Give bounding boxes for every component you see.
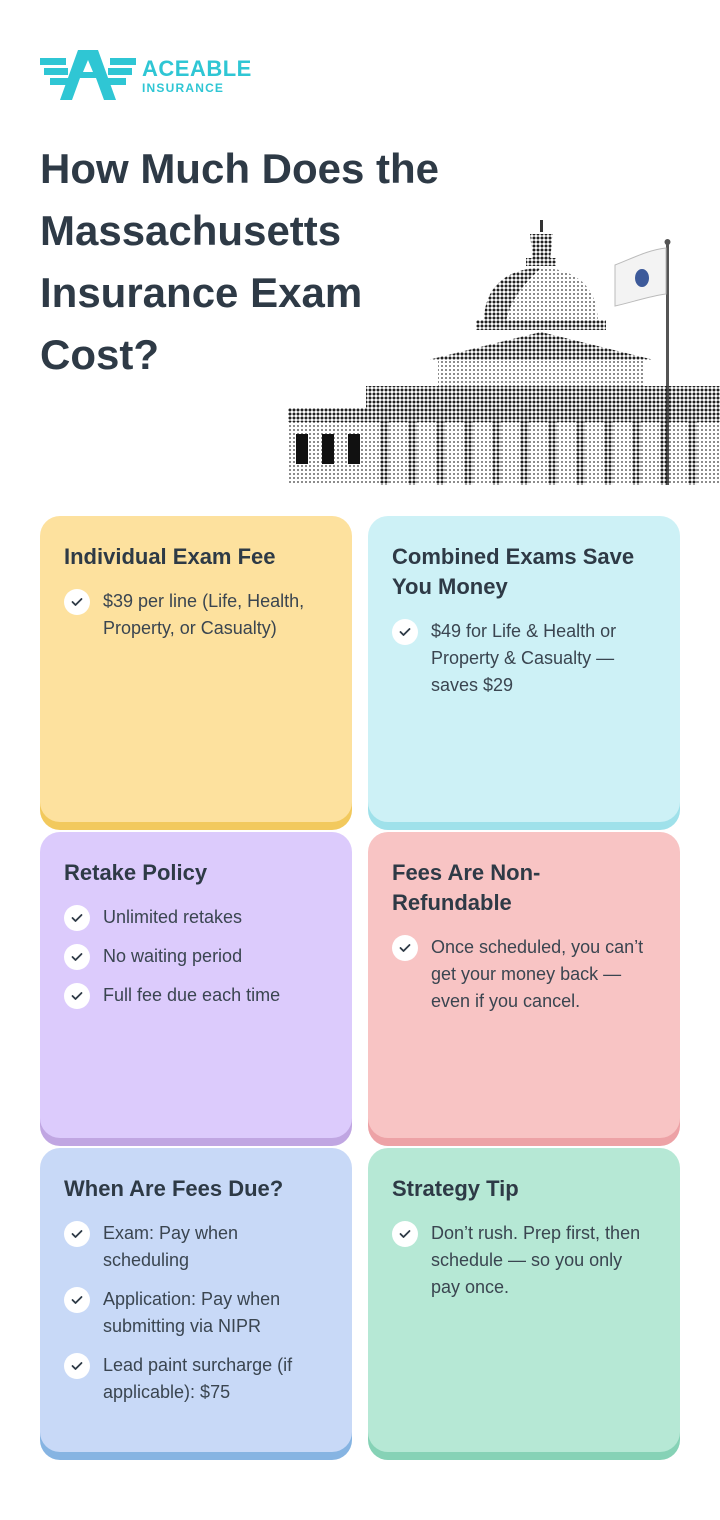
checkmark-icon [392,935,418,961]
checkmark-icon [64,589,90,615]
list-item-text: Once scheduled, you can’t get your money back — even if you cancel. [431,937,644,1011]
list-item [64,982,328,1009]
list-item [64,904,328,931]
list-item [64,1352,328,1406]
checkmark-icon [392,619,418,645]
brand-subtitle: INSURANCE [142,81,225,95]
list-item-text: No waiting period [103,946,243,966]
state-house-illustration [288,220,720,485]
page-title: How Much Does the Massachusetts Insurance Exam Cost? [40,145,440,378]
checkmark-icon [392,1221,418,1247]
checkmark-icon [64,983,90,1009]
card-strategy-tip [368,1148,680,1452]
checkmark-icon [64,1353,90,1379]
list-item-text: Unlimited retakes [103,907,243,927]
card-individual-exam-fee [40,516,352,822]
list-item [392,934,656,1015]
list-item-text: Full fee due each time [103,985,281,1005]
list-item [64,1286,328,1340]
checkmark-icon [64,1221,90,1247]
list-item [64,588,328,642]
list-item [392,1220,656,1301]
card-retake-policy [40,832,352,1138]
card-combined-exams [368,516,680,822]
checkmark-icon [64,944,90,970]
list-item-text: $49 for Life & Health or Property & Casualty — saves $29 [431,621,617,695]
card-title: Retake Policy [64,860,208,885]
brand-logo [40,48,250,102]
card-title: Combined Exams Save You Money [392,544,635,599]
card-title: Fees Are Non-Refundable [392,860,541,915]
card-title: Individual Exam Fee [64,544,276,569]
list-item-text: Exam: Pay when scheduling [103,1223,239,1270]
list-item [64,943,328,970]
list-item-text: Application: Pay when submitting via NIPR [103,1289,281,1336]
card-non-refundable [368,832,680,1138]
list-item [392,618,656,699]
list-item [64,1220,328,1274]
checkmark-icon [64,905,90,931]
aceable-logo-icon [40,48,140,102]
list-item-text: Don’t rush. Prep first, then schedule — so you only pay once. [431,1223,641,1297]
card-fees-due [40,1148,352,1452]
list-item-text: $39 per line (Life, Health, Property, or Casualty) [103,591,305,638]
checkmark-icon [64,1287,90,1313]
card-title: When Are Fees Due? [64,1176,284,1201]
card-title: Strategy Tip [392,1176,519,1201]
brand-name: ACEABLE [142,56,252,81]
list-item-text: Lead paint surcharge (if applicable): $75 [103,1355,293,1402]
